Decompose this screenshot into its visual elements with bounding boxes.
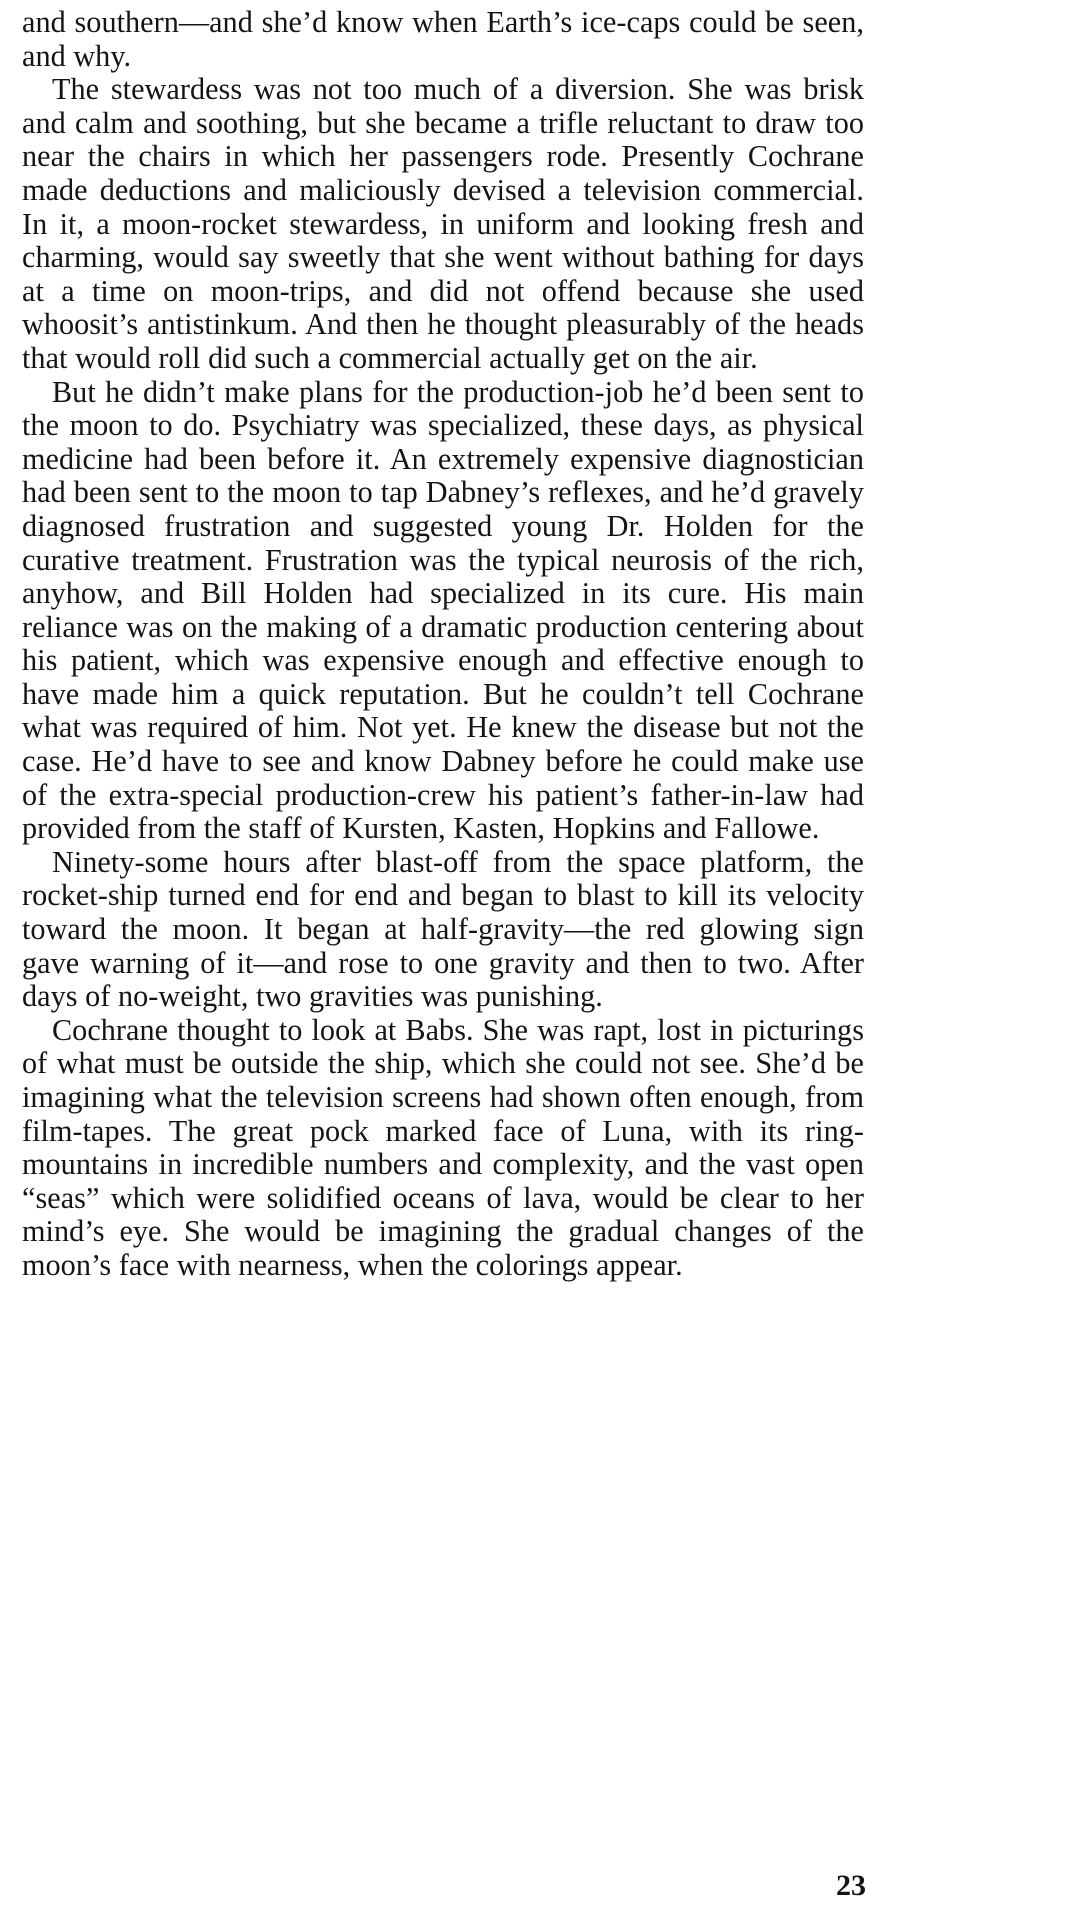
paragraph-5: Cochrane thought to look at Babs. She was rapt, lost in picturings of what must be outside the ship, which she could not see. She’d be imagining what the television screens had shown often enough, from film-tapes. The great pock marked face of Luna, with its ring-mountains in incredible numbers and complexity, and the vast open “seas” which were solidified oceans of lava, would be clear to her mind’s eye. She would be imagining the gradual changes of the moon’s face with nearness, when the colorings appear. <box>22 1012 864 1282</box>
paragraph-4: Ninety-some hours after blast-off from the space platform, the rocket-ship turned end for end and began to blast to kill its velocity toward the moon. It began at half-gravity—the red glowing sign gave warning of it—and rose to one gravity and then to two. After days of no-weight, two gravities was punishing. <box>22 844 864 1014</box>
paragraph-2: The stewardess was not too much of a diversion. She was brisk and calm and soothing, but she became a trifle reluctant to draw too near the chairs in which her passengers rode. Presently Cochrane made deductions and maliciously devised a television commercial. In it, a moon-rocket stewardess, in uniform and looking fresh and charming, would say sweetly that she went without bathing for days at a time on moon-trips, and did not offend because she used whoosit’s antistinkum. And then he thought pleasurably of the heads that would roll did such a commercial actually get on the air. <box>22 72 864 375</box>
page-body <box>22 6 864 1283</box>
page-number: 23 <box>836 1869 866 1902</box>
paragraph-1: and southern—and she’d know when Earth’s ice-caps could be seen, and why. <box>22 5 864 73</box>
paragraph-3: But he didn’t make plans for the production-job he’d been sent to the moon to do. Psychiatry was specialized, these days, as physical medicine had been before it. An extremely expensive diagnostician had been sent to the moon to tap Dabney’s reflexes, and he’d gravely diagnosed frustration and suggested young Dr. Holden for the curative treatment. Frustration was the typical neurosis of the rich, anyhow, and Bill Holden had specialized in its cure. His main reliance was on the making of a dramatic production centering about his patient, which was expensive enough and effective enough to have made him a quick reputation. But he couldn’t tell Cochrane what was required of him. Not yet. He knew the disease but not the case. He’d have to see and know Dabney before he could make use of the extra-special production-crew his patient’s father-in-law had provided from the staff of Kursten, Kasten, Hopkins and Fallowe. <box>22 374 864 846</box>
